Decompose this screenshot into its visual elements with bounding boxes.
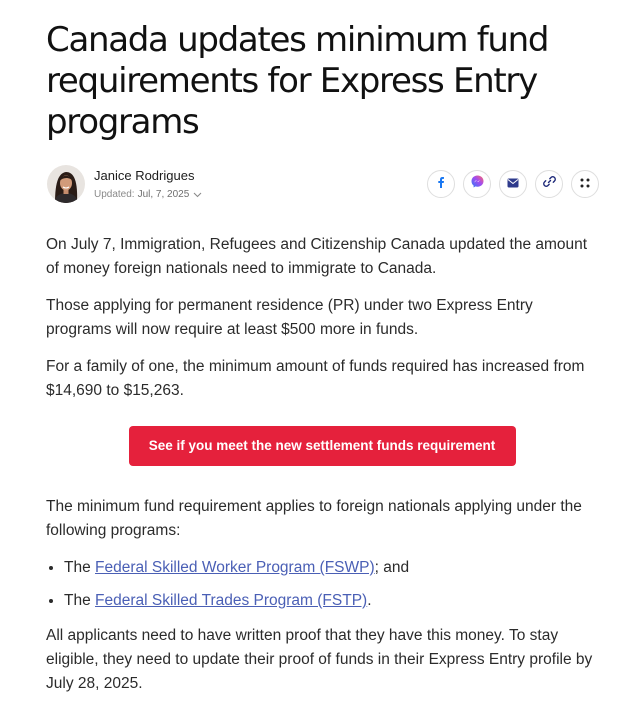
paragraph: On July 7, Immigration, Refugees and Citizenship Canada updated the amount of money foreign nationals need to immigrate to Canada. [46, 236, 588, 277]
list-item-prefix: The [64, 559, 96, 576]
updated-label: Updated: [94, 188, 135, 200]
updated-info[interactable] [94, 189, 202, 201]
settlement-funds-cta-button[interactable]: See if you meet the new settlement funds requirement [129, 426, 516, 466]
link-icon [543, 175, 556, 193]
author [46, 165, 202, 203]
article-body [46, 233, 598, 696]
author-name[interactable]: Janice Rodrigues [94, 167, 195, 183]
more-icon [580, 175, 590, 193]
fswp-link[interactable]: Federal Skilled Worker Program (FSWP) [95, 559, 375, 576]
messenger-share-button[interactable] [463, 170, 491, 198]
list-item-prefix: The [64, 592, 96, 609]
programs-intro: The minimum fund requirement applies to foreign nationals applying under the following programs: [46, 498, 582, 539]
email-icon [507, 175, 519, 193]
more-share-button[interactable] [571, 170, 599, 198]
chevron-down-icon[interactable] [193, 192, 202, 198]
closing-paragraph: All applicants need to have written proof that they have this money. To stay eligible, they need to update their proof of funds in their Express Entry profile by July 28, 2025. [46, 627, 593, 692]
article-title: Canada updates minimum fund requirements for Express Entry programs [46, 20, 549, 142]
author-meta [94, 168, 202, 201]
list-item [64, 556, 598, 580]
list-item [64, 589, 598, 613]
share-buttons [427, 170, 599, 198]
fstp-link[interactable]: Federal Skilled Trades Program (FSTP) [95, 592, 368, 609]
copy-link-button[interactable] [535, 170, 563, 198]
paragraph: For a family of one, the minimum amount of funds required has increased from $14,690 to $15,263. [46, 358, 585, 399]
byline [46, 163, 598, 205]
email-share-button[interactable] [499, 170, 527, 198]
cta-wrapper [46, 426, 598, 466]
paragraph: Those applying for permanent residence (PR) under two Express Entry programs will now require at least $500 more in funds. [46, 297, 533, 338]
author-avatar[interactable] [47, 165, 85, 203]
facebook-share-button[interactable] [427, 170, 455, 198]
programs-list [46, 556, 598, 613]
messenger-icon [471, 175, 484, 193]
list-item-suffix: . [367, 592, 372, 609]
facebook-icon [435, 175, 447, 193]
updated-date: Jul, 7, 2025 [137, 188, 190, 200]
list-item-suffix: ; and [374, 559, 410, 576]
avatar-photo [47, 165, 85, 203]
